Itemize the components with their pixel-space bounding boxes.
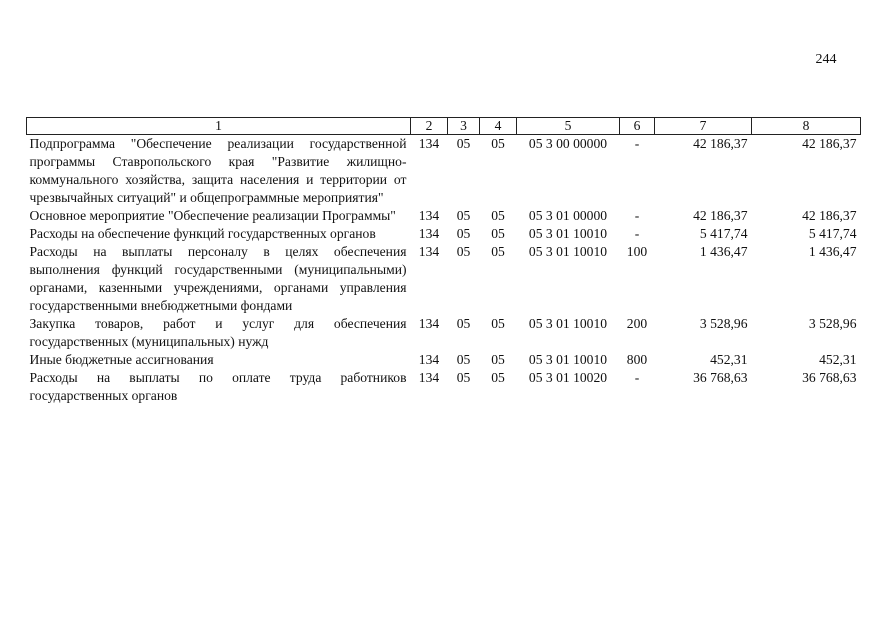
row-amount-2: 42 186,37 bbox=[802, 136, 857, 151]
row-code: 134 bbox=[418, 208, 440, 223]
row-amount-2: 3 528,96 bbox=[808, 316, 857, 331]
row-subsection: 05 bbox=[491, 244, 505, 259]
column-header: 8 bbox=[752, 118, 861, 135]
budget-table bbox=[26, 117, 861, 405]
row-subsection: 05 bbox=[491, 208, 505, 223]
row-target-article: 05 3 01 10010 bbox=[528, 352, 608, 367]
row-code: 134 bbox=[418, 316, 440, 331]
table-row bbox=[27, 135, 861, 208]
row-name: Расходы на выплаты по оплате труда работников государственных органов bbox=[29, 370, 407, 403]
column-header: 4 bbox=[480, 118, 517, 135]
row-subsection: 05 bbox=[491, 352, 505, 367]
row-amount-1: 36 768,63 bbox=[693, 370, 748, 385]
row-code: 134 bbox=[418, 226, 440, 241]
row-amount-2: 42 186,37 bbox=[802, 208, 857, 223]
row-expense-type: - bbox=[634, 136, 640, 151]
row-target-article: 05 3 01 10010 bbox=[528, 244, 608, 259]
row-section: 05 bbox=[456, 244, 471, 259]
row-amount-2: 1 436,47 bbox=[808, 244, 857, 259]
table-header-row bbox=[27, 118, 861, 135]
row-amount-2: 36 768,63 bbox=[802, 370, 857, 385]
row-amount-1: 42 186,37 bbox=[693, 136, 748, 151]
row-code: 134 bbox=[418, 244, 440, 259]
table-row bbox=[27, 207, 861, 225]
row-amount-1: 1 436,47 bbox=[699, 244, 748, 259]
column-header: 1 bbox=[27, 118, 411, 135]
table-row bbox=[27, 369, 861, 405]
table-row bbox=[27, 225, 861, 243]
row-target-article: 05 3 01 10010 bbox=[528, 316, 608, 331]
column-header: 5 bbox=[517, 118, 620, 135]
column-header: 6 bbox=[620, 118, 655, 135]
row-expense-type: - bbox=[634, 226, 640, 241]
row-amount-2: 5 417,74 bbox=[808, 226, 857, 241]
row-section: 05 bbox=[456, 136, 471, 151]
row-section: 05 bbox=[456, 370, 471, 385]
row-name: Расходы на выплаты персоналу в целях обеспечения выполнения функций государственными (муниципальными) органами, казенными учреждениями, органами управления государственными внебюджетными фондами bbox=[29, 244, 407, 313]
row-section: 05 bbox=[456, 208, 471, 223]
row-name: Основное мероприятие "Обеспечение реализации Программы" bbox=[29, 208, 396, 223]
row-code: 134 bbox=[418, 136, 440, 151]
row-amount-1: 3 528,96 bbox=[699, 316, 748, 331]
row-expense-type: 200 bbox=[626, 316, 648, 331]
row-name: Иные бюджетные ассигнования bbox=[29, 352, 214, 367]
row-amount-1: 42 186,37 bbox=[693, 208, 748, 223]
row-amount-2: 452,31 bbox=[819, 352, 857, 367]
column-header: 7 bbox=[655, 118, 752, 135]
row-subsection: 05 bbox=[491, 136, 505, 151]
row-code: 134 bbox=[418, 370, 440, 385]
column-header: 3 bbox=[448, 118, 480, 135]
row-section: 05 bbox=[456, 352, 471, 367]
row-target-article: 05 3 01 00000 bbox=[528, 208, 608, 223]
row-expense-type: - bbox=[634, 370, 640, 385]
table-row bbox=[27, 243, 861, 315]
table-row bbox=[27, 351, 861, 369]
row-subsection: 05 bbox=[491, 226, 505, 241]
row-target-article: 05 3 00 00000 bbox=[528, 136, 608, 151]
row-name: Закупка товаров, работ и услуг для обеспечения государственных (муниципальных) нужд bbox=[29, 316, 407, 349]
row-expense-type: 800 bbox=[626, 352, 648, 367]
row-subsection: 05 bbox=[491, 370, 505, 385]
row-section: 05 bbox=[456, 226, 471, 241]
row-amount-1: 452,31 bbox=[710, 352, 748, 367]
row-target-article: 05 3 01 10010 bbox=[528, 226, 608, 241]
row-name: Подпрограмма "Обеспечение реализации государственной программы Ставропольского края "Развитие жилищно-коммунального хозяйства, защита населения и территории от чрезвычайных ситуаций" и общепрограммные мероприятия" bbox=[29, 136, 407, 205]
row-code: 134 bbox=[418, 352, 440, 367]
page-number: 244 bbox=[815, 52, 837, 67]
column-header: 2 bbox=[411, 118, 448, 135]
row-expense-type: 100 bbox=[626, 244, 648, 259]
row-target-article: 05 3 01 10020 bbox=[528, 370, 608, 385]
row-expense-type: - bbox=[634, 208, 640, 223]
table-row bbox=[27, 315, 861, 351]
row-amount-1: 5 417,74 bbox=[699, 226, 748, 241]
row-section: 05 bbox=[456, 316, 471, 331]
row-subsection: 05 bbox=[491, 316, 505, 331]
row-name: Расходы на обеспечение функций государственных органов bbox=[29, 226, 376, 241]
